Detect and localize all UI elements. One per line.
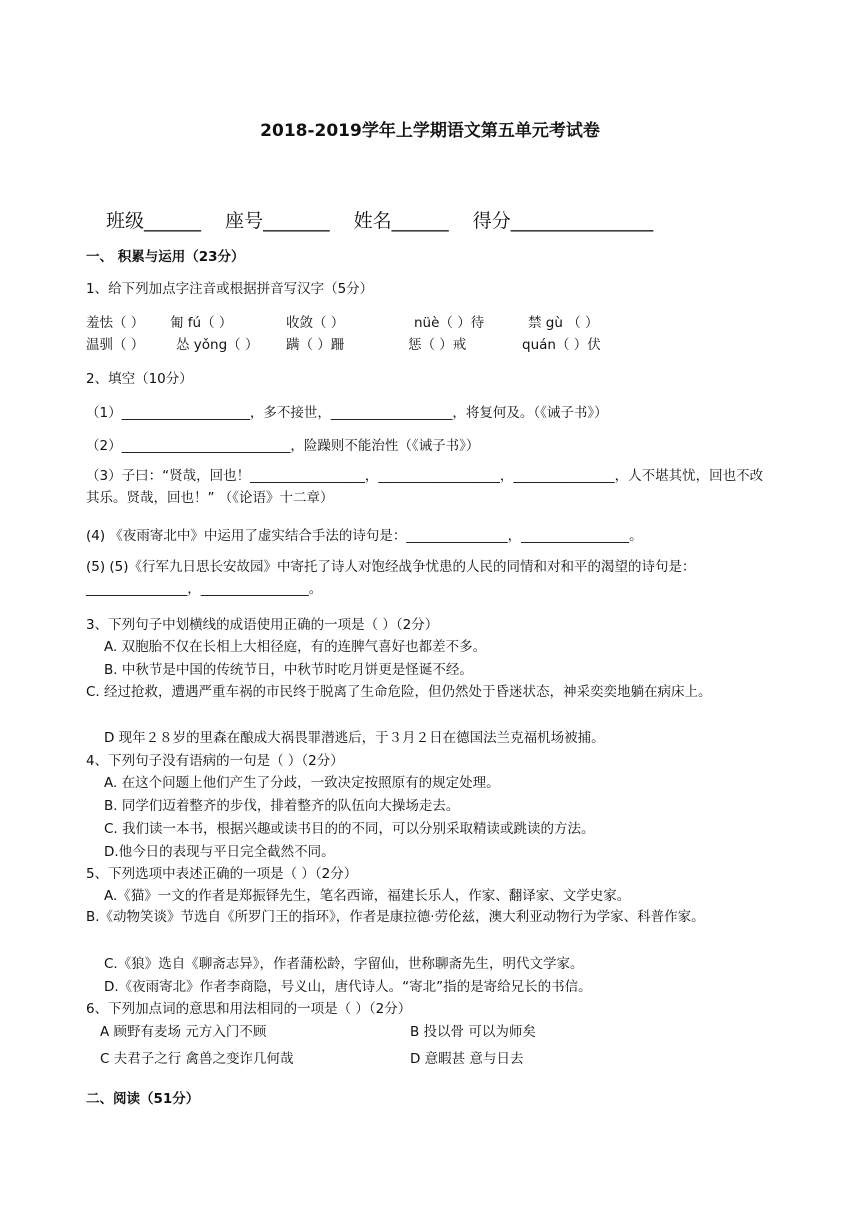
q1-item: 惩（ ）戒 bbox=[408, 337, 467, 353]
question-3: 3、下列句子中划横线的成语使用正确的一项是（ ）（2分） bbox=[86, 617, 439, 633]
q3-option-d: D 现年２８岁的里森在酿成大祸畏罪潜逃后，于３月２日在德国法兰克福机场被捕。 bbox=[104, 730, 605, 746]
q5-option-a: A.《猫》一文的作者是郑振铎先生，笔名西谛，福建长乐人，作家、翻译家、文学史家。 bbox=[104, 888, 631, 904]
q5-option-d: D.《夜雨寄北》作者李商隐，号义山，唐代诗人。“寄北”指的是寄给兄长的书信。 bbox=[104, 979, 592, 995]
fill-blank-4: (4) 《夜雨寄北中》中运用了虚实结合手法的诗句是：_______________，________________。 bbox=[86, 528, 643, 544]
name-field: 姓名______ bbox=[353, 210, 449, 232]
question-2: 2、填空（10分） bbox=[86, 371, 193, 387]
fill-blank-3: （3）子曰：“贤哉，回也！_________________，__________________，_______________，人不堪其忧，回也不改其乐。贤哉，回也！” （《论语》十二章） bbox=[86, 468, 764, 506]
q1-item: 羞怯（ ） bbox=[86, 315, 145, 331]
q4-option-c: C. 我们读一本书，根据兴趣或读书目的的不同，可以分别采取精读或跳读的方法。 bbox=[104, 821, 595, 837]
q4-option-d: D.他今日的表现与平日完全截然不同。 bbox=[104, 844, 335, 860]
fill-blank-2: （2）_________________________，险躁则不能治性（《诫子书》） bbox=[86, 438, 480, 454]
q4-option-b: B. 同学们迈着整齐的步伐，排着整齐的队伍向大操场走去。 bbox=[104, 798, 460, 814]
question-1: 1、给下列加点字注音或根据拼音写汉字（5分） bbox=[86, 281, 374, 297]
q5-option-b: B.《动物笑谈》节选自《所罗门王的指环》，作者是康拉德·劳伦兹，澳大利亚动物行为学家、科普作家。 bbox=[86, 909, 705, 925]
q3-option-a: A. 双胞胎不仅在长相上大相径庭，有的连脾气喜好也都差不多。 bbox=[104, 639, 487, 655]
fill-blank-1: （1）___________________，多不接世，__________________，将复何及。（《诫子书》） bbox=[86, 405, 608, 421]
q1-item: quán（ ）伏 bbox=[522, 337, 601, 353]
exam-title: 2018-2019学年上学期语文第五单元考试卷 bbox=[260, 121, 600, 141]
student-info-row bbox=[106, 206, 671, 233]
question-4: 4、下列句子没有语病的一句是（ ）（2分） bbox=[86, 753, 344, 769]
q1-item: 蹒（ ）跚 bbox=[286, 337, 345, 353]
q5-option-c: C.《狼》选自《聊斋志异》，作者蒲松龄，字留仙，世称聊斋先生，明代文学家。 bbox=[104, 956, 584, 972]
question-5: 5、下列选项中表述正确的一项是（ ）（2分） bbox=[86, 866, 358, 882]
q4-option-a: A. 在这个问题上他们产生了分歧，一致决定按照原有的规定处理。 bbox=[104, 775, 500, 791]
q1-item: 收敛（ ） bbox=[286, 315, 345, 331]
q3-option-b: B. 中秋节是中国的传统节日，中秋节时吃月饼更是怪诞不经。 bbox=[104, 662, 473, 678]
score-field: 得分_______________ bbox=[472, 210, 654, 232]
seat-field: 座号_______ bbox=[225, 210, 330, 232]
q1-item: nüè（ ）待 bbox=[414, 315, 485, 331]
q1-item: 禁 gù （ ） bbox=[528, 315, 599, 331]
section-1-heading: 一、 积累与运用（23分） bbox=[86, 249, 245, 265]
q6-option-a: A 顾野有麦场 元方入门不顾 bbox=[100, 1024, 267, 1040]
question-6: 6、下列加点词的意思和用法相同的一项是（ ）（2分） bbox=[86, 1001, 412, 1017]
section-2-heading: 二、阅读（51分） bbox=[86, 1091, 200, 1107]
q1-item: 温驯（ ） bbox=[86, 337, 145, 353]
q1-item: 匍 fú（ ） bbox=[170, 315, 233, 331]
q6-option-d: D 意暇甚 意与日去 bbox=[410, 1051, 524, 1067]
q3-option-c: C. 经过抢救，遭遇严重车祸的市民终于脱离了生命危险，但仍然处于昏迷状态，神采奕奕地躺在病床上。 bbox=[86, 684, 712, 700]
class-field: 班级______ bbox=[106, 210, 202, 232]
q1-item: 怂 yǒng（ ） bbox=[176, 337, 259, 353]
q6-option-c: C 夫君子之行 禽兽之变诈几何哉 bbox=[100, 1051, 294, 1067]
fill-blank-5: (5) (5)《行军九日思长安故园》中寄托了诗人对饱经战争忧患的人民的同情和对和平的渴望的诗句是：_______________，________________。 bbox=[86, 559, 696, 597]
q6-option-b: B 投以骨 可以为师矣 bbox=[410, 1024, 536, 1040]
